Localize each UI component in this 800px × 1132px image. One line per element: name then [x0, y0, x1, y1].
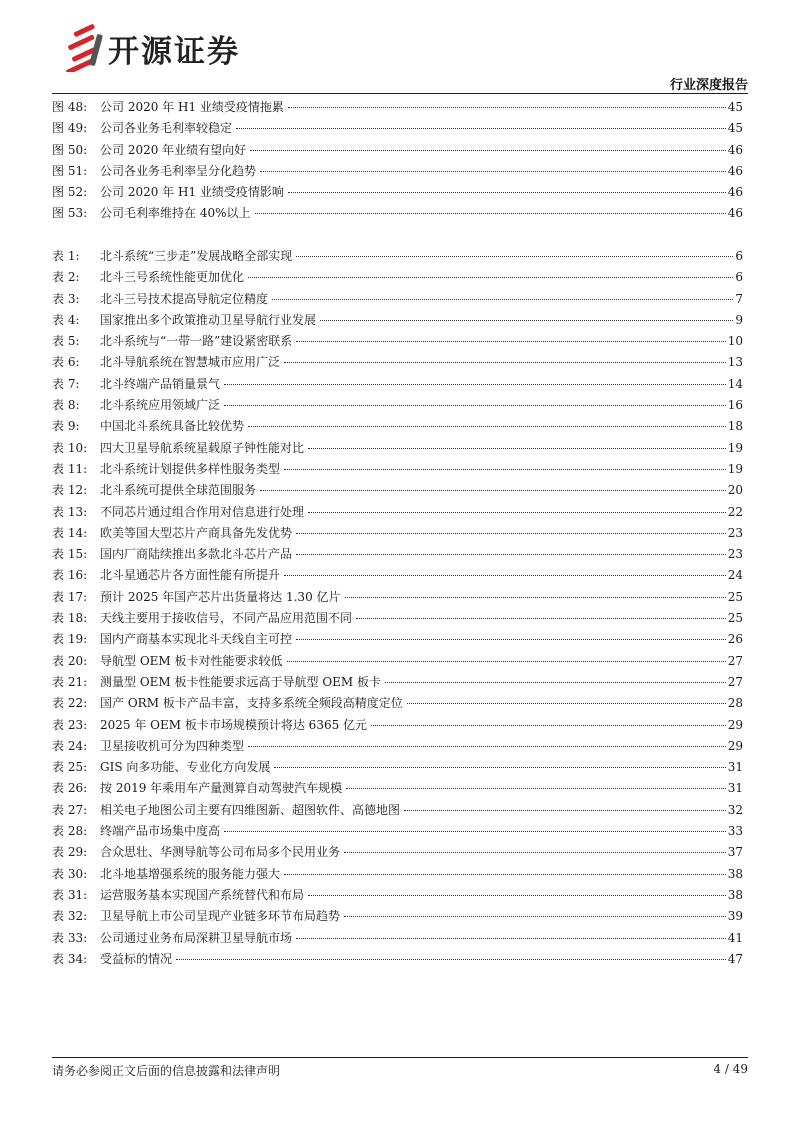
table-toc-entry[interactable] — [52, 800, 743, 821]
table-toc-entry[interactable] — [52, 885, 743, 906]
entry-label: 表 2: — [52, 270, 80, 285]
table-toc-entry[interactable] — [52, 310, 743, 331]
entry-title: 卫星接收机可分为四种类型 — [100, 738, 245, 753]
entry-label: 表 4: — [52, 312, 80, 327]
header-divider — [52, 93, 748, 94]
dot-leader — [284, 469, 726, 470]
entry-label: 表 18: — [52, 611, 88, 626]
entry-page-number: 29 — [727, 717, 743, 732]
entry-title: 导航型 OEM 板卡对性能要求较低 — [100, 653, 283, 668]
table-toc-entry[interactable] — [52, 544, 743, 565]
entry-label: 表 29: — [52, 845, 88, 860]
entry-label: 表 5: — [52, 334, 80, 349]
entry-label: 表 15: — [52, 547, 88, 562]
report-type-label: 行业深度报告 — [669, 78, 748, 93]
dot-leader — [274, 767, 725, 768]
dot-leader — [344, 916, 726, 917]
table-toc-entry[interactable] — [52, 736, 743, 757]
entry-label: 图 53: — [52, 206, 88, 221]
entry-title: 北斗三号技术提高导航定位精度 — [100, 291, 269, 306]
table-toc-entry[interactable] — [52, 629, 743, 650]
entry-label: 表 6: — [52, 355, 80, 370]
dot-leader — [320, 320, 733, 321]
entry-title: 卫星导航上市公司呈现产业链多环节布局趋势 — [100, 909, 341, 924]
table-toc-entry[interactable] — [52, 864, 743, 885]
entry-title: 终端产品市场集中度高 — [100, 824, 221, 839]
entry-title: 合众思壮、华测导航等公司布局多个民用业务 — [100, 845, 341, 860]
entry-page-number: 20 — [727, 483, 743, 498]
entry-page-number: 47 — [727, 951, 743, 966]
entry-title: 公司通过业务布局深耕卫星导航市场 — [100, 930, 293, 945]
table-toc-entry[interactable] — [52, 459, 743, 480]
table-toc-entry[interactable] — [52, 693, 743, 714]
entry-label: 表 34: — [52, 951, 88, 966]
entry-title: 运营服务基本实现国产系统替代和布局 — [100, 887, 305, 902]
entry-label: 图 49: — [52, 121, 88, 136]
dot-leader — [296, 533, 726, 534]
dot-leader — [236, 128, 726, 129]
entry-label: 表 31: — [52, 887, 88, 902]
entry-title: 国内厂商陆续推出多款北斗芯片产品 — [100, 547, 293, 562]
figure-toc-entry[interactable] — [52, 203, 743, 224]
entry-title: 北斗地基增强系统的服务能力强大 — [100, 866, 281, 881]
entry-title: 国家推出多个政策推动卫星导航行业发展 — [100, 312, 317, 327]
table-toc-entry[interactable] — [52, 608, 743, 629]
table-toc-entry[interactable] — [52, 395, 743, 416]
table-list — [52, 246, 743, 970]
entry-page-number: 29 — [727, 738, 743, 753]
footer-disclaimer: 请务必参阅正文后面的信息披露和法律声明 — [52, 1064, 281, 1078]
entry-label: 表 22: — [52, 696, 88, 711]
dot-leader — [284, 575, 726, 576]
entry-label: 表 14: — [52, 525, 88, 540]
footer-divider — [52, 1057, 748, 1058]
entry-page-number: 27 — [727, 653, 743, 668]
entry-page-number: 10 — [727, 334, 743, 349]
dot-leader — [224, 384, 726, 385]
entry-label: 表 16: — [52, 568, 88, 583]
entry-page-number: 45 — [727, 100, 743, 114]
dot-leader — [176, 959, 726, 960]
entry-page-number: 18 — [727, 419, 743, 434]
dot-leader — [284, 874, 726, 875]
entry-label: 表 19: — [52, 632, 88, 647]
entry-title: 测量型 OEM 板卡性能要求远高于导航型 OEM 板卡 — [100, 674, 382, 689]
entry-title: 国内产商基本实现北斗天线自主可控 — [100, 632, 293, 647]
dot-leader — [345, 597, 726, 598]
entry-title: 北斗导航系统在智慧城市应用广泛 — [100, 355, 281, 370]
entry-page-number: 46 — [727, 206, 743, 221]
entry-page-number: 46 — [727, 185, 743, 200]
entry-page-number: 41 — [727, 930, 743, 945]
entry-page-number: 28 — [727, 696, 743, 711]
entry-page-number: 46 — [727, 163, 743, 178]
dot-leader — [404, 810, 726, 811]
entry-page-number: 46 — [727, 142, 743, 157]
entry-page-number: 31 — [727, 760, 743, 775]
entry-label: 表 27: — [52, 802, 88, 817]
entry-label: 表 11: — [52, 461, 88, 476]
entry-page-number: 6 — [735, 249, 743, 263]
dot-leader — [346, 788, 726, 789]
dot-leader — [371, 725, 726, 726]
dot-leader — [296, 256, 733, 257]
dot-leader — [287, 661, 726, 662]
entry-page-number: 37 — [727, 845, 743, 860]
entry-label: 图 48: — [52, 100, 88, 114]
table-toc-entry[interactable] — [52, 928, 743, 949]
dot-leader — [284, 362, 726, 363]
dot-leader — [288, 192, 726, 193]
table-toc-entry[interactable] — [52, 480, 743, 501]
entry-title: 相关电子地图公司主要有四维图新、超图软件、高德地图 — [100, 802, 401, 817]
entry-label: 表 7: — [52, 376, 80, 391]
table-toc-entry[interactable] — [52, 246, 743, 267]
entry-page-number: 38 — [727, 866, 743, 881]
entry-title: 不同芯片通过组合作用对信息进行处理 — [100, 504, 305, 519]
table-toc-entry[interactable] — [52, 778, 743, 799]
table-toc-entry[interactable] — [52, 523, 743, 544]
entry-page-number: 19 — [727, 461, 743, 476]
dot-leader — [260, 171, 726, 172]
entry-label: 图 50: — [52, 142, 88, 157]
entry-page-number: 9 — [735, 312, 743, 327]
table-toc-entry[interactable] — [52, 715, 743, 736]
entry-title: 公司 2020 年 H1 业绩受疫情影响 — [100, 185, 284, 200]
entry-title: 预计 2025 年国产芯片出货量将达 1.30 亿片 — [100, 589, 341, 604]
entry-label: 表 32: — [52, 909, 88, 924]
entry-label: 表 23: — [52, 717, 88, 732]
entry-title: 公司 2020 年业绩有望向好 — [100, 142, 247, 157]
logo-text: 开源证券 — [108, 34, 240, 70]
dot-leader — [308, 512, 726, 513]
entry-title: 公司各业务毛利率较稳定 — [100, 121, 233, 136]
entry-label: 表 26: — [52, 781, 88, 796]
table-toc-entry[interactable] — [52, 906, 743, 927]
table-toc-entry[interactable] — [52, 289, 743, 310]
entry-page-number: 13 — [727, 355, 743, 370]
table-toc-entry[interactable] — [52, 352, 743, 373]
table-toc-entry[interactable] — [52, 672, 743, 693]
entry-label: 表 28: — [52, 824, 88, 839]
dot-leader — [272, 299, 733, 300]
entry-label: 表 21: — [52, 674, 88, 689]
entry-title: 2025 年 OEM 板卡市场规模预计将达 6365 亿元 — [100, 717, 368, 732]
entry-label: 图 51: — [52, 163, 88, 178]
table-toc-entry[interactable] — [52, 651, 743, 672]
table-toc-entry[interactable] — [52, 587, 743, 608]
entry-title: 北斗系统“三步走”发展战略全部实现 — [100, 249, 293, 263]
dot-leader — [224, 405, 726, 406]
entry-title: 北斗系统应用领域广泛 — [100, 398, 221, 413]
table-toc-entry[interactable] — [52, 438, 743, 459]
entry-title: 受益标的情况 — [100, 951, 173, 966]
table-toc-entry[interactable] — [52, 821, 743, 842]
entry-page-number: 7 — [735, 291, 743, 306]
dot-leader — [385, 682, 726, 683]
entry-title: 公司 2020 年 H1 业绩受疫情拖累 — [100, 100, 284, 114]
entry-label: 表 9: — [52, 419, 80, 434]
table-toc-entry[interactable] — [52, 757, 743, 778]
entry-title: 北斗终端产品销量景气 — [100, 376, 221, 391]
entry-label: 表 8: — [52, 398, 80, 413]
entry-label: 图 52: — [52, 185, 88, 200]
dot-leader — [250, 150, 726, 151]
entry-page-number: 23 — [727, 525, 743, 540]
figure-toc-entry[interactable] — [52, 140, 743, 161]
table-toc-entry[interactable] — [52, 949, 743, 970]
entry-page-number: 6 — [735, 270, 743, 285]
entry-label: 表 1: — [52, 249, 80, 263]
entry-title: 公司毛利率维持在 40%以上 — [100, 206, 251, 221]
dot-leader — [255, 213, 726, 214]
entry-page-number: 25 — [727, 611, 743, 626]
entry-page-number: 14 — [727, 376, 743, 391]
page-header — [0, 0, 800, 100]
entry-title: 国产 ORM 板卡产品丰富，支持多系统全频段高精度定位 — [100, 696, 403, 711]
entry-page-number: 39 — [727, 909, 743, 924]
figure-toc-entry[interactable] — [52, 161, 743, 182]
dot-leader — [248, 426, 726, 427]
entry-page-number: 16 — [727, 398, 743, 413]
dot-leader — [344, 852, 726, 853]
entry-page-number: 19 — [727, 440, 743, 455]
entry-title: GIS 向多功能、专业化方向发展 — [100, 760, 271, 775]
entry-title: 四大卫星导航系统星载原子钟性能对比 — [100, 440, 305, 455]
dot-leader — [407, 703, 726, 704]
entry-label: 表 25: — [52, 760, 88, 775]
entry-title: 北斗星通芯片各方面性能有所提升 — [100, 568, 281, 583]
dot-leader — [308, 895, 726, 896]
entry-page-number: 27 — [727, 674, 743, 689]
figure-list — [52, 97, 743, 225]
entry-page-number: 22 — [727, 504, 743, 519]
dot-leader — [248, 277, 733, 278]
entry-page-number: 26 — [727, 632, 743, 647]
figure-toc-entry[interactable] — [52, 97, 743, 118]
table-toc-entry[interactable] — [52, 842, 743, 863]
entry-page-number: 25 — [727, 589, 743, 604]
entry-label: 表 12: — [52, 483, 88, 498]
entry-title: 中国北斗系统具备比较优势 — [100, 419, 245, 434]
dot-leader — [248, 746, 726, 747]
entry-label: 表 10: — [52, 440, 88, 455]
entry-label: 表 24: — [52, 738, 88, 753]
dot-leader — [308, 448, 726, 449]
entry-title: 天线主要用于接收信号，不同产品应用范围不同 — [100, 611, 353, 626]
entry-label: 表 33: — [52, 930, 88, 945]
figure-toc-entry[interactable] — [52, 182, 743, 203]
table-toc-entry[interactable] — [52, 331, 743, 352]
table-toc-entry[interactable] — [52, 565, 743, 586]
entry-title: 北斗系统可提供全球范围服务 — [100, 483, 257, 498]
table-toc-entry[interactable] — [52, 267, 743, 288]
entry-title: 北斗系统与“一带一路”建设紧密联系 — [100, 334, 293, 349]
entry-label: 表 13: — [52, 504, 88, 519]
entry-page-number: 32 — [727, 802, 743, 817]
entry-title: 欧美等国大型芯片产商具备先发优势 — [100, 525, 293, 540]
entry-label: 表 20: — [52, 653, 88, 668]
entry-label: 表 3: — [52, 291, 80, 306]
entry-label: 表 30: — [52, 866, 88, 881]
dot-leader — [356, 618, 726, 619]
table-toc-entry[interactable] — [52, 374, 743, 395]
dot-leader — [260, 490, 726, 491]
dot-leader — [288, 107, 726, 108]
entry-page-number: 45 — [727, 121, 743, 136]
dot-leader — [296, 554, 726, 555]
entry-page-number: 38 — [727, 887, 743, 902]
dot-leader — [296, 938, 726, 939]
page-number: 4 / 49 — [713, 1062, 748, 1076]
entry-page-number: 24 — [727, 568, 743, 583]
entry-page-number: 31 — [727, 781, 743, 796]
table-toc-entry[interactable] — [52, 416, 743, 437]
entry-page-number: 23 — [727, 547, 743, 562]
entry-title: 北斗系统计划提供多样性服务类型 — [100, 461, 281, 476]
entry-title: 按 2019 年乘用车产量测算自动驾驶汽车规模 — [100, 781, 343, 796]
entry-title: 北斗三号系统性能更加优化 — [100, 270, 245, 285]
table-toc-entry[interactable] — [52, 502, 743, 523]
entry-page-number: 33 — [727, 824, 743, 839]
dot-leader — [224, 831, 726, 832]
entry-title: 公司各业务毛利率呈分化趋势 — [100, 163, 257, 178]
entry-label: 表 17: — [52, 589, 88, 604]
figure-toc-entry[interactable] — [52, 118, 743, 139]
dot-leader — [296, 341, 725, 342]
dot-leader — [296, 639, 726, 640]
